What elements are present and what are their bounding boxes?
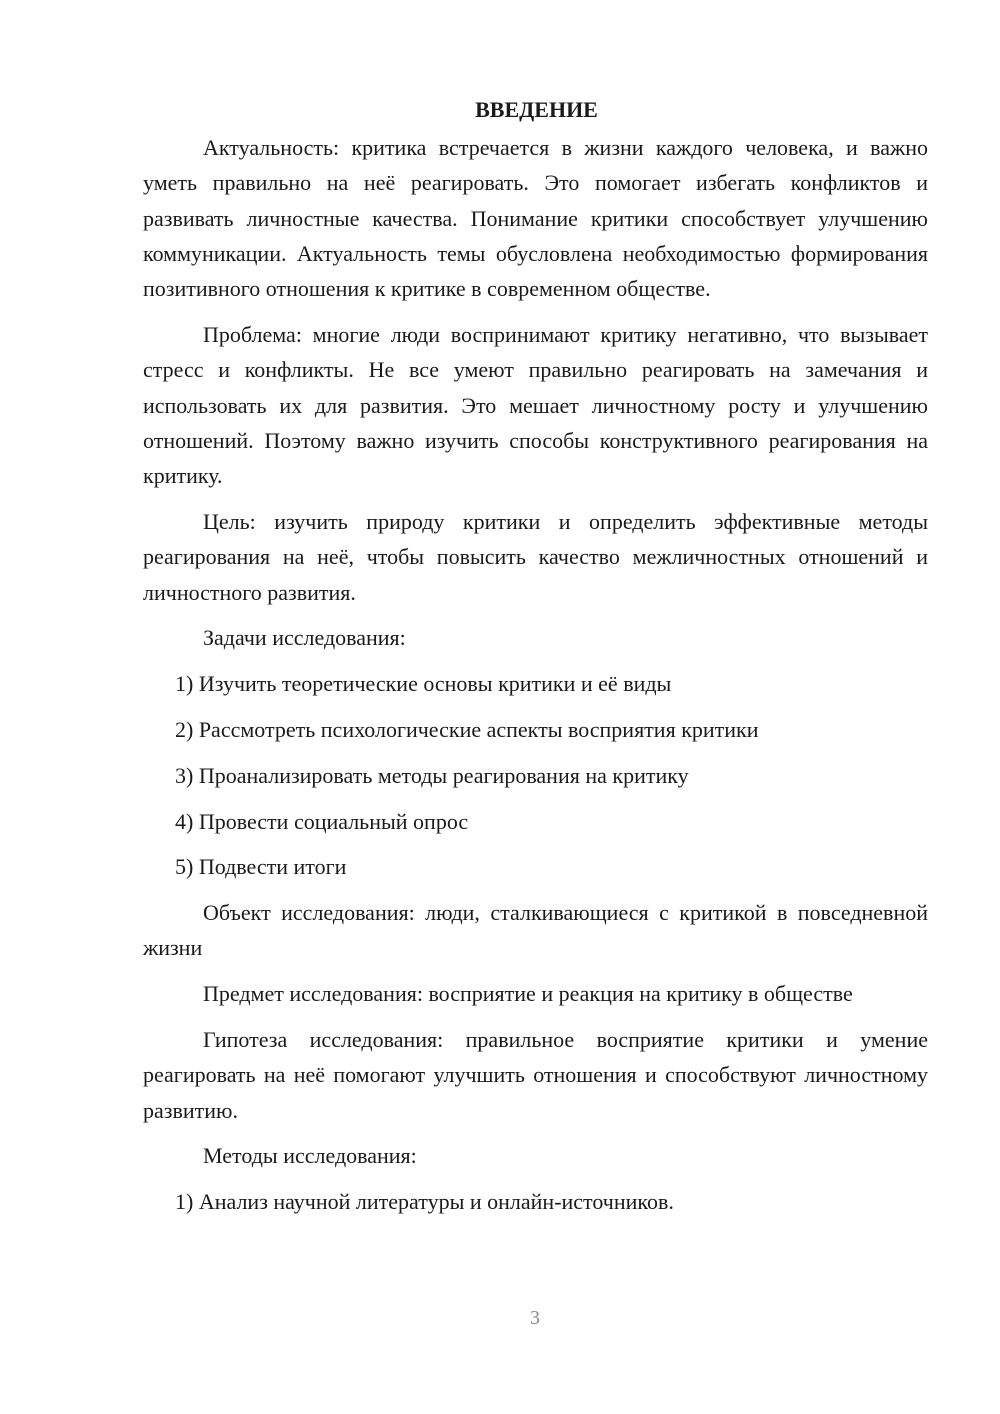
section-title: ВВЕДЕНИЕ xyxy=(475,97,598,122)
object-paragraph: Объект исследования: люди, сталкивающиеся с критикой в повседневной жизни xyxy=(143,900,928,961)
task-item: 5) Подвести итоги xyxy=(175,854,347,880)
task-item: 2) Рассмотреть психологические аспекты восприятия критики xyxy=(175,716,759,742)
problem-paragraph: Проблема: многие люди воспринимают критику негативно, что вызывает стресс и конфликты. Не все умеют правильно реагировать на замечания и использовать их для развития. Это мешает личностному росту и улучшению отношений. Поэтому важно изучить способы конструктивного реагирования на критику. xyxy=(143,321,928,489)
page-number: 3 xyxy=(530,1307,540,1329)
hypothesis-paragraph: Гипотеза исследования: правильное восприятие критики и умение реагировать на неё помогают улучшить отношения и способствуют личностному развитию. xyxy=(143,1027,928,1123)
goal-paragraph: Цель: изучить природу критики и определить эффективные методы реагирования на неё, чтобы повысить качество межличностных отношений и личностного развития. xyxy=(143,508,928,605)
relevance-paragraph: Актуальность: критика встречается в жизни каждого человека, и важно уметь правильно на неё реагировать. Это помогает избегать конфликтов и развивать личностные качества. Понимание критики способствует улучшению коммуникации. Актуальность темы обусловлена необходимостью формирования позитивного отношения к критике в современном обществе. xyxy=(143,135,928,302)
tasks-heading: Задачи исследования: xyxy=(203,625,406,651)
method-item: 1) Анализ научной литературы и онлайн-источников. xyxy=(175,1189,674,1215)
task-item: 3) Проанализировать методы реагирования на критику xyxy=(175,762,689,788)
document-page xyxy=(143,92,928,1220)
task-item: 1) Изучить теоретические основы критики и её виды xyxy=(175,671,672,697)
methods-heading: Методы исследования: xyxy=(203,1143,417,1169)
task-item: 4) Провести социальный опрос xyxy=(175,808,469,834)
subject-paragraph: Предмет исследования: восприятие и реакция на критику в обществе xyxy=(203,981,853,1007)
